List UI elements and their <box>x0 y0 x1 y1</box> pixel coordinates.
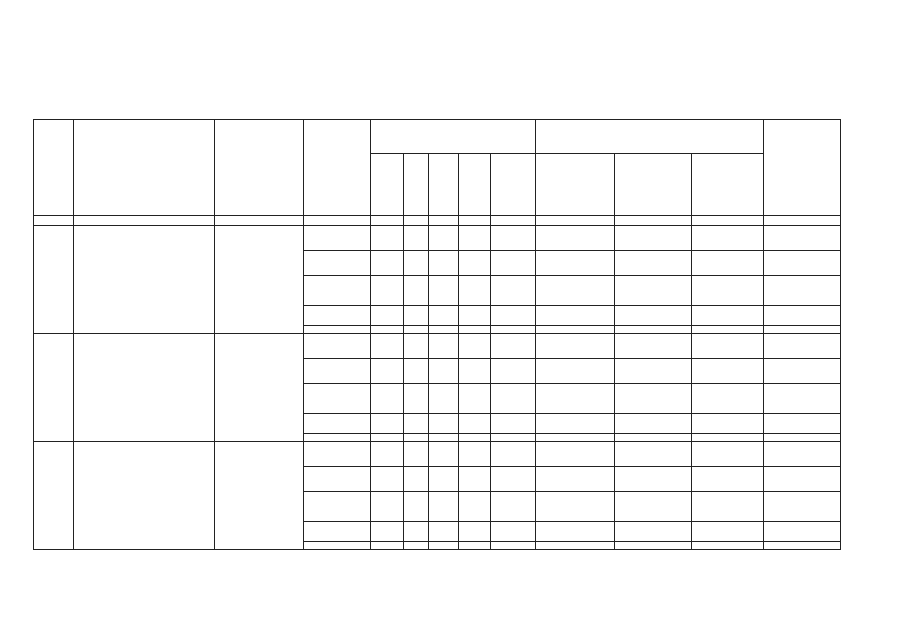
source-cell <box>304 359 371 384</box>
header-subprogram <box>74 120 215 216</box>
link-cell <box>764 251 841 276</box>
grbs-cell <box>371 359 404 384</box>
table-row <box>34 226 841 251</box>
col-number <box>34 216 74 226</box>
grbs-cell <box>371 414 404 434</box>
total-code-cell <box>459 542 491 550</box>
gp-cell <box>404 251 429 276</box>
total-link-cell <box>764 326 841 334</box>
col-number <box>371 216 404 226</box>
gp-cell <box>404 384 429 414</box>
column-number-row <box>34 216 841 226</box>
nr-cell <box>491 522 536 542</box>
link-cell <box>764 359 841 384</box>
grbs-cell <box>371 276 404 306</box>
grbs-cell <box>371 226 404 251</box>
nr-cell <box>491 251 536 276</box>
nr-cell <box>491 226 536 251</box>
header-grbs <box>371 154 404 216</box>
nr-cell <box>491 334 536 359</box>
amount-2022 <box>692 226 764 251</box>
total-code-cell <box>459 326 491 334</box>
amount-2021 <box>615 467 692 492</box>
pgp-cell <box>429 384 459 414</box>
source-cell <box>304 442 371 467</box>
nr-cell <box>491 442 536 467</box>
pgp-cell <box>429 442 459 467</box>
row-subprogram <box>74 226 215 334</box>
gp-cell <box>404 414 429 434</box>
total-label <box>304 326 371 334</box>
total-2021 <box>615 542 692 550</box>
amount-2022 <box>692 522 764 542</box>
amount-2022 <box>692 467 764 492</box>
row-executor <box>215 226 304 334</box>
gp-cell <box>404 467 429 492</box>
link-cell <box>764 226 841 251</box>
source-cell <box>304 467 371 492</box>
header-2020 <box>536 154 615 216</box>
om-cell <box>459 414 491 434</box>
grbs-cell <box>371 251 404 276</box>
source-cell <box>304 384 371 414</box>
row-number <box>34 442 74 550</box>
nr-cell <box>491 359 536 384</box>
om-cell <box>459 276 491 306</box>
header-2021 <box>615 154 692 216</box>
header-funds <box>536 120 764 154</box>
total-code-cell <box>459 434 491 442</box>
pgp-cell <box>429 359 459 384</box>
header-link <box>764 120 841 216</box>
total-label <box>304 542 371 550</box>
gp-cell <box>404 442 429 467</box>
amount-2021 <box>615 414 692 434</box>
link-cell <box>764 414 841 434</box>
gp-cell <box>404 226 429 251</box>
om-cell <box>459 334 491 359</box>
gp-cell <box>404 276 429 306</box>
source-cell <box>304 276 371 306</box>
grbs-cell <box>371 442 404 467</box>
col-number <box>304 216 371 226</box>
amount-2020 <box>536 334 615 359</box>
source-cell <box>304 226 371 251</box>
source-cell <box>304 334 371 359</box>
amount-2021 <box>615 522 692 542</box>
row-subprogram <box>74 334 215 442</box>
amount-2022 <box>692 251 764 276</box>
source-cell <box>304 522 371 542</box>
total-code-cell <box>491 542 536 550</box>
amount-2022 <box>692 334 764 359</box>
col-number <box>74 216 215 226</box>
total-link-cell <box>764 542 841 550</box>
link-cell <box>764 522 841 542</box>
grbs-cell <box>371 306 404 326</box>
total-code-cell <box>371 542 404 550</box>
col-number <box>429 216 459 226</box>
col-number <box>215 216 304 226</box>
gp-cell <box>404 306 429 326</box>
pgp-cell <box>429 492 459 522</box>
total-code-cell <box>429 542 459 550</box>
amount-2021 <box>615 306 692 326</box>
amount-2020 <box>536 359 615 384</box>
source-cell <box>304 251 371 276</box>
pgp-cell <box>429 251 459 276</box>
total-2020 <box>536 542 615 550</box>
pgp-cell <box>429 334 459 359</box>
col-number <box>764 216 841 226</box>
pgp-cell <box>429 522 459 542</box>
gp-cell <box>404 492 429 522</box>
source-cell <box>304 414 371 434</box>
grbs-cell <box>371 492 404 522</box>
grbs-cell <box>371 384 404 414</box>
total-2021 <box>615 434 692 442</box>
amount-2022 <box>692 414 764 434</box>
total-label <box>304 434 371 442</box>
amount-2022 <box>692 492 764 522</box>
om-cell <box>459 306 491 326</box>
om-cell <box>459 467 491 492</box>
nr-cell <box>491 467 536 492</box>
header-2022 <box>692 154 764 216</box>
amount-2020 <box>536 467 615 492</box>
col-number <box>491 216 536 226</box>
om-cell <box>459 384 491 414</box>
header-no <box>34 120 74 216</box>
total-2022 <box>692 326 764 334</box>
nr-cell <box>491 276 536 306</box>
amount-2021 <box>615 384 692 414</box>
amount-2022 <box>692 384 764 414</box>
amount-2020 <box>536 414 615 434</box>
row-number <box>34 334 74 442</box>
amount-2020 <box>536 251 615 276</box>
header-pgp <box>429 154 459 216</box>
row-subprogram <box>74 442 215 550</box>
header-budget-code <box>371 120 536 154</box>
table-row <box>34 442 841 467</box>
budget-table <box>33 119 841 550</box>
link-cell <box>764 467 841 492</box>
table-row <box>34 334 841 359</box>
om-cell <box>459 522 491 542</box>
total-code-cell <box>491 434 536 442</box>
link-cell <box>764 492 841 522</box>
amount-2021 <box>615 334 692 359</box>
amount-2021 <box>615 251 692 276</box>
total-2021 <box>615 326 692 334</box>
om-cell <box>459 359 491 384</box>
om-cell <box>459 492 491 522</box>
link-cell <box>764 306 841 326</box>
nr-cell <box>491 492 536 522</box>
row-executor <box>215 442 304 550</box>
col-number <box>615 216 692 226</box>
header-executor <box>215 120 304 216</box>
source-cell <box>304 492 371 522</box>
total-code-cell <box>429 434 459 442</box>
total-code-cell <box>371 326 404 334</box>
total-2020 <box>536 326 615 334</box>
header-gp <box>404 154 429 216</box>
link-cell <box>764 276 841 306</box>
total-code-cell <box>371 434 404 442</box>
total-2022 <box>692 434 764 442</box>
total-code-cell <box>404 434 429 442</box>
amount-2022 <box>692 442 764 467</box>
col-number <box>404 216 429 226</box>
pgp-cell <box>429 226 459 251</box>
col-number <box>459 216 491 226</box>
grbs-cell <box>371 334 404 359</box>
pgp-cell <box>429 467 459 492</box>
amount-2022 <box>692 306 764 326</box>
total-code-cell <box>404 542 429 550</box>
gp-cell <box>404 522 429 542</box>
amount-2020 <box>536 442 615 467</box>
pgp-cell <box>429 306 459 326</box>
grbs-cell <box>371 522 404 542</box>
om-cell <box>459 442 491 467</box>
link-cell <box>764 384 841 414</box>
total-code-cell <box>491 326 536 334</box>
gp-cell <box>404 334 429 359</box>
col-number <box>536 216 615 226</box>
total-link-cell <box>764 434 841 442</box>
amount-2022 <box>692 359 764 384</box>
link-cell <box>764 334 841 359</box>
row-executor <box>215 334 304 442</box>
amount-2020 <box>536 276 615 306</box>
amount-2020 <box>536 384 615 414</box>
amount-2020 <box>536 492 615 522</box>
row-number <box>34 226 74 334</box>
total-code-cell <box>404 326 429 334</box>
nr-cell <box>491 414 536 434</box>
header-om <box>459 154 491 216</box>
nr-cell <box>491 306 536 326</box>
header-source <box>304 120 371 216</box>
amount-2021 <box>615 359 692 384</box>
gp-cell <box>404 359 429 384</box>
om-cell <box>459 226 491 251</box>
amount-2021 <box>615 492 692 522</box>
pgp-cell <box>429 414 459 434</box>
nr-cell <box>491 384 536 414</box>
om-cell <box>459 251 491 276</box>
amount-2021 <box>615 442 692 467</box>
grbs-cell <box>371 467 404 492</box>
link-cell <box>764 442 841 467</box>
header-nr <box>491 154 536 216</box>
amount-2020 <box>536 306 615 326</box>
source-cell <box>304 306 371 326</box>
table-body <box>34 226 841 550</box>
total-2022 <box>692 542 764 550</box>
amount-2021 <box>615 276 692 306</box>
total-2020 <box>536 434 615 442</box>
amount-2020 <box>536 226 615 251</box>
pgp-cell <box>429 276 459 306</box>
amount-2021 <box>615 226 692 251</box>
amount-2020 <box>536 522 615 542</box>
amount-2022 <box>692 276 764 306</box>
col-number <box>692 216 764 226</box>
total-code-cell <box>429 326 459 334</box>
